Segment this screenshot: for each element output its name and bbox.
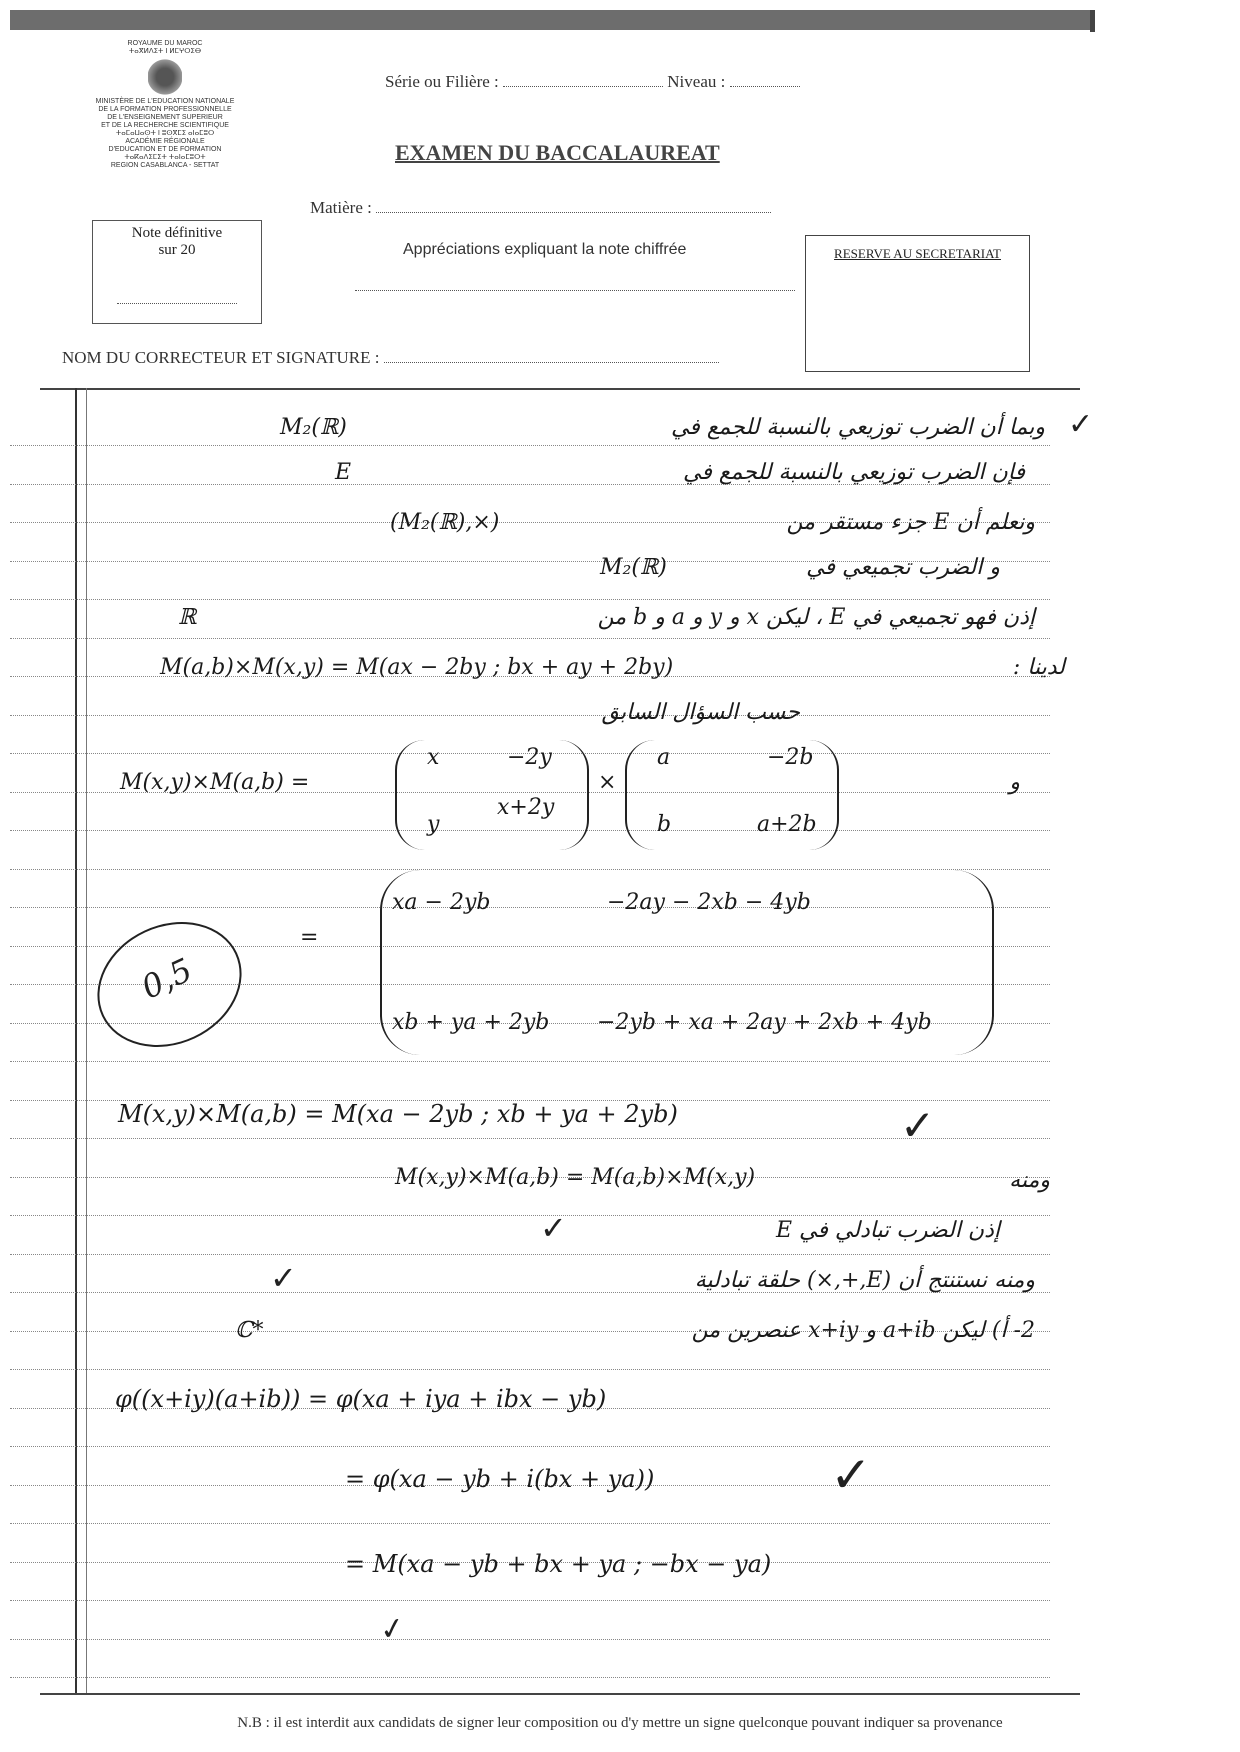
answer-text: إذن الضرب تبادلي في E [776,1218,1000,1243]
ruled-line [10,1600,1050,1601]
ruled-line [10,1215,1050,1216]
ruled-line [10,715,1050,716]
matrix-entry: x [427,745,440,770]
checkmark-icon: ✓ [900,1101,936,1150]
matrix-entry: a [657,745,671,770]
answer-math: (M₂(ℝ),×) [390,510,500,535]
exam-title: EXAMEN DU BACCALAUREAT [395,140,720,165]
crest-line: DE L'ENSEIGNEMENT SUPERIEUR [107,114,223,121]
answer-math: M(x,y)×M(a,b) = M(xa − 2yb ; xb + ya + 2yb) [118,1100,678,1128]
crest-line: ⵜⴰⵎⴰⵡⴰⵙⵜ ⵏ ⵓⵙⴳⵎⵉ ⴰⵏⴰⵎⵓⵔ [115,130,215,137]
margin-line [86,388,87,1693]
grade-circle [77,899,262,1070]
final-grade-box [92,220,262,324]
secretariat-box [805,235,1030,372]
checkmark-icon: ✓ [1068,407,1094,442]
matrix-entry: xb + ya + 2yb [392,1010,550,1035]
crest-line: ⵜⴰⴳⵍⴷⵉⵜ ⵏ ⵍⵎⵖⵔⵉⴱ [128,48,202,55]
ruled-line [10,1061,1050,1062]
correcteur-label: NOM DU CORRECTEUR ET SIGNATURE : [62,348,380,367]
answer-math: M₂(ℝ) [600,555,667,580]
answer-text: فإن الضرب توزيعي بالنسبة للجمع في [683,460,1025,485]
ruled-line [10,1138,1050,1139]
matrix-entry: −2yb + xa + 2ay + 2xb + 4yb [597,1010,932,1035]
checkmark-icon: ✓ [830,1446,872,1504]
answer-math: φ((x+iy)(a+ib)) = φ(xa + iya + ibx − yb) [115,1385,607,1413]
answer-text: و الضرب تجميعي في [806,555,1000,580]
note-blank [117,289,237,304]
divider [40,1693,1080,1695]
crest-line: D'EDUCATION ET DE FORMATION [108,146,222,153]
answer-math: M(x,y)×M(a,b) = [120,770,310,795]
crest-line: REGION CASABLANCA - SETTAT [110,162,220,169]
ruled-line [10,445,1050,446]
correcteur-blank [384,348,719,363]
answer-text: 2- أ) ليكن a+ib و x+iy عنصرين من [691,1318,1035,1343]
crest-line: ET DE LA RECHERCHE SCIENTIFIQUE [101,122,229,129]
answer-text: و [1009,770,1020,795]
matrix-entry: x+2y [497,795,555,820]
note-label: Note définitive [131,225,223,241]
checkmark-icon: ✓ [377,1610,408,1649]
ruled-line [10,1677,1050,1678]
answer-math: M(x,y)×M(a,b) = M(a,b)×M(x,y) [395,1165,756,1190]
crest-line: ⵜⴰⴽⴰⴷⵉⵎⵉⵜ ⵜⴰⵏⴰⵎⵓⵔⵜ [124,154,206,161]
note-sublabel: sur 20 [158,242,196,258]
answer-text: ومنه [1009,1168,1050,1193]
ruled-line [10,1446,1050,1447]
answer-math: = φ(xa − yb + i(bx + ya)) [345,1465,655,1493]
grade-value: 0,5 [135,950,198,1007]
answer-math: ℝ [178,605,197,630]
ruled-line [10,638,1050,639]
divider [40,388,1080,390]
scan-top-bar [10,10,1090,30]
answer-text: ومنه نستنتج أن (E,+,×) حلقة تبادلية [694,1268,1035,1293]
matiere-field [310,198,771,218]
matrix-entry: xa − 2yb [392,890,491,915]
product-matrix [380,870,994,1055]
crest-line: DE LA FORMATION PROFESSIONNELLE [98,106,232,113]
serie-blank [503,72,663,87]
matrix-entry: −2b [767,745,814,770]
ruled-line [10,1254,1050,1255]
crest-line: ROYAUME DU MAROC [127,40,203,47]
matiere-blank [376,198,771,213]
matrix-entry: y [427,812,440,837]
niveau-blank [730,72,800,87]
serie-field [385,72,800,92]
crest-line: MINISTÈRE DE L'EDUCATION NATIONALE [95,98,235,105]
footer-notice: N.B : il est interdit aux candidats de signer leur composition ou d'y mettre un signe quelconque pouvant indiquer sa provenance [237,1715,1003,1731]
ministry-header [90,40,240,170]
checkmark-icon: ✓ [540,1209,567,1247]
ruled-line [10,1523,1050,1524]
answer-math: M₂(ℝ) [280,415,347,440]
ruled-line [10,1369,1050,1370]
matrix-entry: b [657,812,672,837]
matrix-entry: −2ay − 2xb − 4yb [607,890,811,915]
appreciations-blank [355,290,795,291]
equals-sign: = [300,925,319,950]
matrix-entry: a+2b [757,812,817,837]
margin-line [75,388,77,1693]
answer-text: لدينا : [1012,655,1065,680]
appreciations-label: Appréciations expliquant la note chiffrée [403,241,687,258]
serie-label: Série ou Filière : [385,72,499,91]
matrix-left [395,740,589,850]
matiere-label: Matière : [310,198,372,217]
scan-mark [1090,10,1095,32]
answer-line [671,415,1045,440]
answer-math: E [335,460,352,485]
matrix-right [625,740,839,850]
checkmark-icon: ✓ [270,1259,297,1297]
answer-math: = M(xa − yb + bx + ya ; −bx − ya) [345,1550,772,1578]
royal-crest-icon [148,59,182,95]
answer-math: M(a,b)×M(x,y) = M(ax − 2by ; bx + ay + 2by) [160,655,674,680]
ruled-line [10,1639,1050,1640]
crest-line: ACADÉMIE RÉGIONALE [125,138,205,145]
answer-text: حسب السؤال السابق [601,700,800,725]
times-sign: × [598,770,617,795]
correcteur-field [62,348,719,368]
answer-text: وبما أن الضرب توزيعي بالنسبة للجمع في [670,415,1045,440]
answer-text: ونعلم أن E جزء مستقر من [786,510,1035,535]
secretariat-label: RESERVE AU SECRETARIAT [834,246,1001,261]
answer-math: ℂ* [235,1318,264,1343]
niveau-label: Niveau : [667,72,726,91]
ruled-line [10,599,1050,600]
answer-text: إذن فهو تجميعي في E ، ليكن x و y و a و b من [597,605,1035,630]
matrix-entry: −2y [507,745,552,770]
